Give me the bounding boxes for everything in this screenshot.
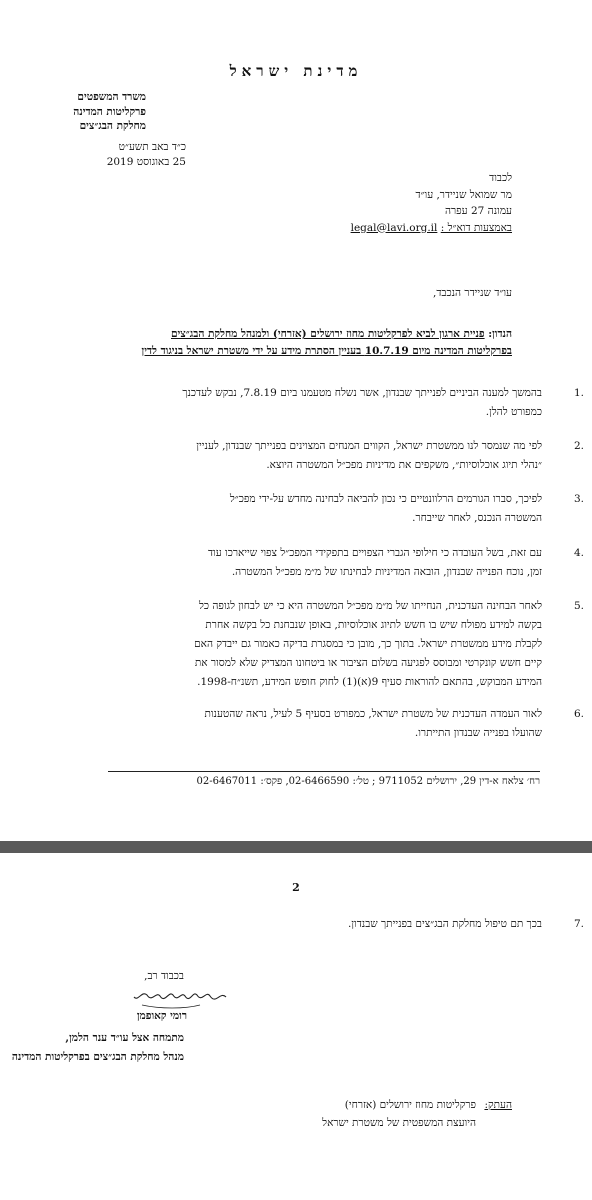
ministry-line: פרקליטות המדינה xyxy=(73,105,146,118)
subject-text-2: בפרקליטות המדינה מיום 10.7.19 בעניין הסתרת מידע על ידי משטרת ישראל בניגוד לדין xyxy=(141,345,512,357)
recipient-address: עמונה 27 עפרה xyxy=(444,205,512,217)
item-line: לפיכך, סברו הגורמים הרלוונטיים כי נכון להביאה לבחינה מחדש על-ידי מפכ״ל xyxy=(229,493,542,505)
subject-text-1: פניית ארגון לביא לפרקליטות מחוז ירושלים (אזרחי) ולמנהל מחלקת הבג״צים xyxy=(171,328,485,340)
item-number: .2 xyxy=(573,440,584,452)
item-line: המשטרה הנכנס, לאחר שייבחר. xyxy=(412,512,542,524)
state-of-israel-title: מדינת ישראל xyxy=(229,62,363,80)
hebrew-date: כ״ד באב תשע״ט xyxy=(118,141,186,153)
list-item xyxy=(82,597,584,692)
signatory-role-line: מתמחה אצל עו״ד ענר הלמן, xyxy=(65,1032,184,1044)
recipient-block xyxy=(351,170,512,236)
item-line: שהועלו בפנייה שבנדון התייתרו. xyxy=(414,727,542,739)
item-number: .4 xyxy=(573,547,584,559)
handwritten-signature xyxy=(130,987,230,1011)
item-line: לקבלת מידע ממשטרת ישראל. בתוך כך, מובן כי במסגרת בדיקה כאמור גם ייבדק האם xyxy=(194,638,542,650)
item-number: .7 xyxy=(573,918,584,930)
letter-dates xyxy=(107,140,186,169)
item-line: לפי מה שנמסר לנו ממשטרת ישראל, הקווים המנחים המצוינים בפנייתך שבנדון, לעניין xyxy=(196,440,542,452)
ministry-line: מחלקת הבג״צים xyxy=(79,120,146,132)
list-item xyxy=(82,918,584,930)
cc-recipient: פרקליטות מחוז ירושלים (אזרחי) xyxy=(344,1099,476,1111)
item-line: ״נהלי תיוג אוכלוסיות״, משקפים את מדיניות מפכ״ל המשטרה היוצא. xyxy=(266,459,542,471)
item-line: קיים חשש קונקרטי ומבוסס לפגיעה בשלום הציבור או ביטחונו המצדיק שלא למסור את xyxy=(194,657,542,669)
item-line: בכך תם טיפול מחלקת הבג״צים בפנייתך שבנדון. xyxy=(348,918,542,930)
signatory-name: רומי קאופמן xyxy=(136,1010,187,1022)
item-line: לאחר הבחינה העדכנית, הנחייתו של מ״מ מפכ״ל המשטרה היא כי יש לבחון לגופה כל xyxy=(199,600,542,612)
subject-label: הנדון: xyxy=(488,328,512,340)
item-number: .6 xyxy=(573,708,584,720)
page-number: 2 xyxy=(292,881,300,894)
item-line: בהמשך למענה הביניים לפנייתך שבנדון, אשר נשלח מטעמנו ביום 7.8.19, נבקש לעדכנך xyxy=(182,387,542,399)
subject-line-1 xyxy=(92,326,512,343)
item-line: עם זאת, בשל העובדה כי חילופי הגברי הצפויים בתפקידי המפכ״ל צפוי שייארכו עוד xyxy=(208,547,542,559)
item-number: .1 xyxy=(573,387,584,399)
signatory-role-line: מנהל מחלקת הבג״צים בפרקליטות המדינה xyxy=(11,1051,184,1063)
item-line: כמפורט להלן. xyxy=(485,406,542,418)
cc-recipient: היועצת המשפטית של משטרת ישראל xyxy=(322,1117,476,1129)
salutation-to: לכבוד xyxy=(489,172,512,184)
cc-label: העתק: xyxy=(484,1099,512,1111)
list-item xyxy=(82,437,584,475)
signatory-role xyxy=(12,1029,184,1067)
item-number: .3 xyxy=(573,493,584,505)
greeting: עו״ד שניידר הנכבד, xyxy=(433,287,512,299)
ministry-header xyxy=(73,90,146,134)
delivery-line xyxy=(351,220,512,237)
item-line: המידע המבוקש, בהתאם להוראות סעיף 9(א)(1) לחוק חופש המידע, תשנ״ח-1998. xyxy=(197,676,542,688)
page-separator xyxy=(0,841,592,853)
item-line: בקשה למידע מפולח שיש בו חשש לתיוג אוכלוסיות, באופן שנבחנת כל בקשה אחרת xyxy=(205,619,542,631)
list-item xyxy=(82,384,584,422)
footer-contact: רח׳ צלאח א-דין 29, ירושלים 9711052 ; טל׳: 02-6466590, פקס׳: 02-6467011 xyxy=(196,776,540,787)
ministry-line: משרד המשפטים xyxy=(77,91,146,103)
recipient-name: מר שמואל שניידר, עו״ד xyxy=(415,188,512,201)
item-line: זמן, נוכח הפנייה שבנדון, הובאה המדיניות לבחינתו של מ״מ מפכ״ל המשטרה. xyxy=(231,566,542,578)
cc-block xyxy=(322,1096,512,1132)
item-number: .5 xyxy=(573,600,584,612)
list-item xyxy=(82,490,584,528)
delivery-label: באמצעות דוא״ל : xyxy=(440,221,512,234)
recipient-email-link[interactable]: legal@lavi.org.il xyxy=(350,221,438,234)
subject-block xyxy=(92,326,512,360)
item-line: לאור העמדה העדכנית של משטרת ישראל, כמפורט בסעיף 5 לעיל, נראה שהטענות xyxy=(204,708,542,720)
list-item xyxy=(82,705,584,743)
closing-regards: בכבוד רב, xyxy=(144,970,184,982)
footer-divider xyxy=(108,771,540,772)
gregorian-date: 25 באוגוסט 2019 xyxy=(106,155,186,168)
list-item xyxy=(82,544,584,582)
